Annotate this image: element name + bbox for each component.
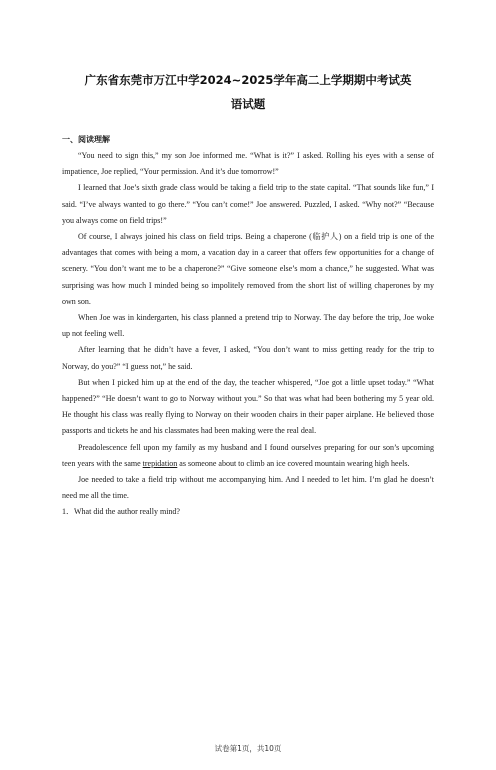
- document-title: [62, 68, 434, 116]
- page-footer: 试卷第1页，共10页: [214, 744, 282, 753]
- paragraph-4: When Joe was in kindergarten, his class planned a pretend trip to Norway. The day before the trip, Joe woke up not feeling well.: [62, 313, 434, 339]
- paragraph-8: Joe needed to take a field trip without me accompanying him. And I needed to let him. I’m glad he doesn’t need me all the time.: [62, 475, 434, 501]
- question-1: 1．What did the author really mind?: [62, 507, 180, 517]
- paragraph-5: After learning that he didn’t have a fever, I asked, “You don’t want to miss getting ready for the trip to Norway, do you?” “I guess not,” he said.: [62, 345, 434, 371]
- paragraph-3: Of course, I always joined his class on field trips. Being a chaperone (临护人) on a field trip is one of the advantages that comes with being a mom, a vacation day in a career that offers few opportunities for a change of scenery. “You don’t want me to be a chaperone?” “Give someone else’s mom a chance,” he suggested. What was surprising was how much I minded being so impolitely removed from the short list of willing chaperones by my own son.: [62, 232, 434, 306]
- document-page: [0, 68, 496, 770]
- paragraph-7-before: Preadolescence fell upon my family as my husband and I found ourselves preparing for our son’s upcoming teen years with the same: [62, 442, 434, 468]
- paragraph-7: [62, 440, 434, 472]
- paragraph-1: “You need to sign this,” my son Joe informed me. “What is it?” I asked. Rolling his eyes with a sense of impatience, Joe replied, “Your permission. And it’s due tomorrow!”: [62, 151, 434, 177]
- section-heading: 一、阅读理解: [62, 135, 110, 144]
- title-line-1: 广东省东莞市万江中学2024~2025学年高二上学期期中考试英: [84, 73, 412, 87]
- underlined-word: trepidation: [142, 458, 178, 468]
- title-line-2: 语试题: [230, 97, 266, 111]
- paragraph-6: But when I picked him up at the end of the day, the teacher whispered, “Joe got a little upset today.” “What happened?” “He doesn’t want to go to Norway without you.” So that was what had been bothering my 5 year old. He thought his class was really flying to Norway on their wooden chairs in their paper airplane. He believed those passports and tickets he and his classmates had been making were the real deal.: [62, 377, 434, 436]
- paragraph-7-after: as someone about to climb an ice covered mountain wearing high heels.: [177, 458, 410, 468]
- paragraph-2: I learned that Joe’s sixth grade class would be taking a field trip to the state capital. “That sounds like fun,” I said. “I’ve always wanted to go there.” “You can’t come!” Joe answered. Puzzled, I asked. “Why not?” “Because you always come on field trips!”: [62, 183, 434, 225]
